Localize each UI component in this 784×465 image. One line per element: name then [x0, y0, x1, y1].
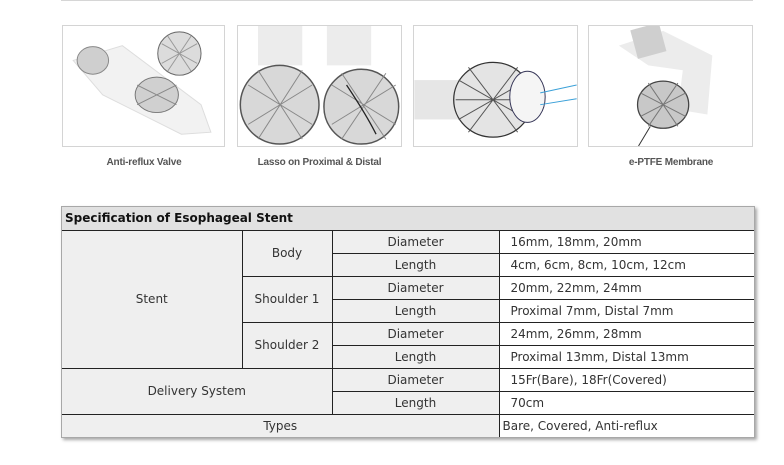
- table-row: [62, 368, 754, 391]
- shoulder1-diameter-value: 20mm, 22mm, 24mm: [499, 276, 754, 299]
- stent-eptfe-membrane-photo: [588, 25, 753, 147]
- figure-anti-reflux-valve: [62, 25, 226, 168]
- attr-label: Diameter: [332, 322, 499, 345]
- figure-caption: Anti-reflux Valve: [106, 157, 182, 168]
- delivery-length-value: 70cm: [499, 391, 754, 414]
- attr-label: Diameter: [332, 368, 499, 391]
- row-header-types: Types: [62, 414, 499, 437]
- table-row: [62, 414, 754, 437]
- attr-label: Length: [332, 253, 499, 276]
- attr-label: Length: [332, 299, 499, 322]
- row-header-stent: Stent: [62, 230, 242, 368]
- shoulder2-length-value: Proximal 13mm, Distal 13mm: [499, 345, 754, 368]
- attr-label: Diameter: [332, 276, 499, 299]
- row-header-shoulder-1: Shoulder 1: [242, 276, 332, 322]
- attr-label: Length: [332, 391, 499, 414]
- specification-table: [61, 206, 755, 438]
- shoulder2-diameter-value: 24mm, 26mm, 28mm: [499, 322, 754, 345]
- row-header-delivery-system: Delivery System: [62, 368, 332, 414]
- row-header-body: Body: [242, 230, 332, 276]
- stent-lasso-closeup-photo: [413, 25, 578, 147]
- body-length-value: 4cm, 6cm, 8cm, 10cm, 12cm: [499, 253, 754, 276]
- figure-lasso-closeup: [413, 25, 578, 157]
- attr-label: Length: [332, 345, 499, 368]
- figure-eptfe-membrane: [588, 25, 754, 168]
- table-row: [62, 230, 754, 253]
- stent-lasso-photo: [237, 25, 402, 147]
- shoulder1-length-value: Proximal 7mm, Distal 7mm: [499, 299, 754, 322]
- row-header-shoulder-2: Shoulder 2: [242, 322, 332, 368]
- product-gallery: [62, 25, 754, 180]
- figure-lasso: [237, 25, 402, 168]
- delivery-diameter-value: 15Fr(Bare), 18Fr(Covered): [499, 368, 754, 391]
- figure-caption: Lasso on Proximal & Distal: [257, 157, 382, 168]
- body-diameter-value: 16mm, 18mm, 20mm: [499, 230, 754, 253]
- top-divider: [61, 0, 753, 1]
- figure-caption: e-PTFE Membrane: [628, 157, 714, 168]
- stent-antireflux-valve-photo: [62, 25, 225, 147]
- attr-label: Diameter: [332, 230, 499, 253]
- types-value: Bare, Covered, Anti-reflux: [499, 414, 754, 437]
- table-title: Specification of Esophageal Stent: [62, 207, 754, 230]
